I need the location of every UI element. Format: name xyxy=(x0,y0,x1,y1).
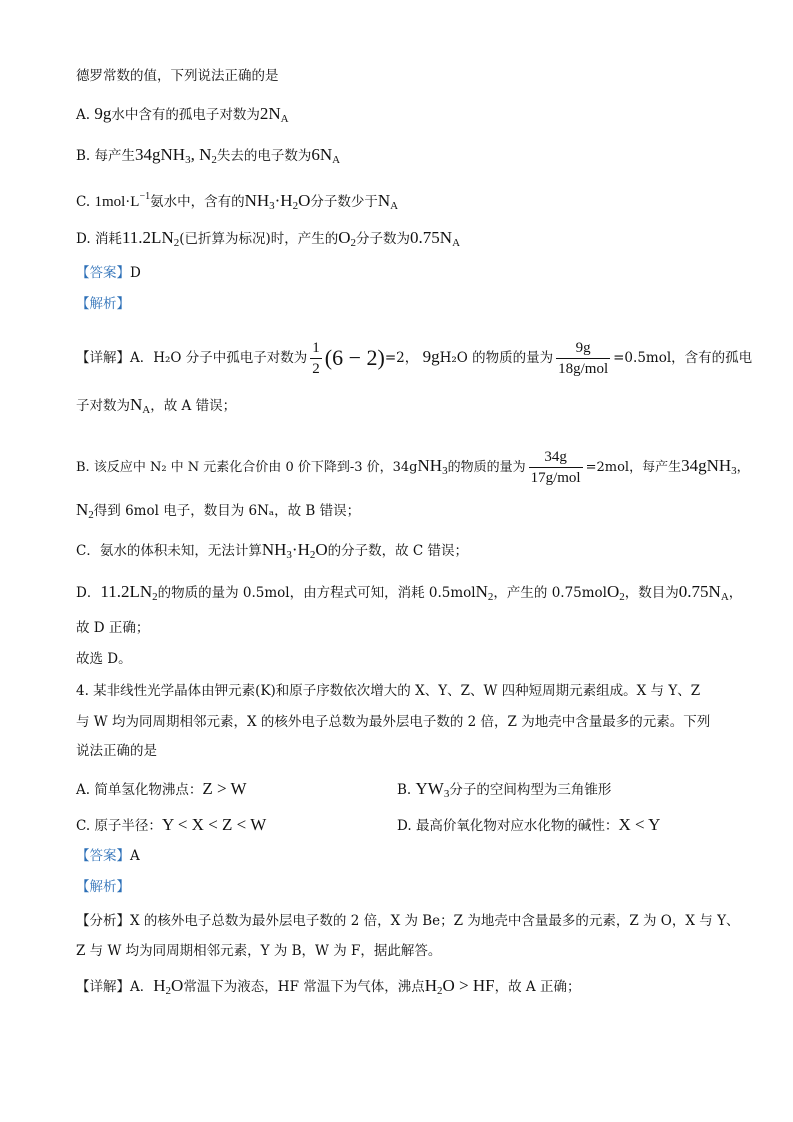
detail-text: 子对数为 xyxy=(76,398,130,414)
detail-text: 得到 6mol 电子，数目为 6Nₐ，故 B 错误； xyxy=(93,503,361,519)
detail-tag: 【详解】 xyxy=(76,979,130,995)
answer-tag: 【答案】 xyxy=(76,848,130,864)
subscript: A xyxy=(390,200,399,212)
fraction-half: $\frac{1}{2}$ xyxy=(312,340,320,377)
fraction-moles: $\frac{9g}{\text{18g/mol}}$ xyxy=(558,340,609,377)
detail-text: C．氨水的体积未知，无法计算 xyxy=(76,543,262,559)
q4-detail-a xyxy=(76,976,580,1001)
detail-text: 的分子数，故 C 错误； xyxy=(327,543,469,559)
option-label: A. xyxy=(76,107,91,123)
math: NH xyxy=(417,456,443,475)
q3-detail-b xyxy=(76,447,750,488)
math: O xyxy=(171,976,184,995)
math: ·H xyxy=(274,191,293,210)
math: 11.2LN xyxy=(121,228,174,247)
option-text: 失去的电子数为 xyxy=(216,148,312,164)
analysis-tag: 【分析】 xyxy=(76,913,130,929)
option-text: 简单氢化物沸点： xyxy=(94,782,203,798)
fraction-nh3: $\frac{34g}{\text{17g/mol}}$ xyxy=(530,449,581,486)
detail-text: ，故 A 正确； xyxy=(494,979,581,995)
subscript: 3 xyxy=(442,465,448,477)
detail-text: ， xyxy=(728,585,743,601)
math: (6 − 2) xyxy=(324,345,385,370)
q3-option-c xyxy=(76,187,398,216)
math: O xyxy=(315,540,328,559)
q3-detail-b-cont xyxy=(76,500,360,525)
math: H xyxy=(424,976,438,995)
detail-text: =2， xyxy=(384,350,419,366)
math: NH xyxy=(244,191,270,210)
subscript: 2 xyxy=(350,237,357,249)
q3-detail-a-cont xyxy=(76,395,236,420)
math: O xyxy=(338,228,351,247)
option-text: 水中含有的孤电子对数为 xyxy=(111,107,260,123)
math: NH xyxy=(261,540,287,559)
option-text: 分子数少于 xyxy=(310,194,378,210)
subscript: 2 xyxy=(292,200,299,212)
q4-stem-line1: 4. 某非线性光学晶体由钾元素(K)和原子序数依次增大的 X、Y、Z、W 四种短周期元素组成。X 与 Y、Z xyxy=(76,683,701,699)
answer-tag: 【答案】 xyxy=(76,265,130,281)
option-label: D. xyxy=(397,818,412,834)
math: O xyxy=(607,582,620,601)
q4-analysis-tag: 【解析】 xyxy=(76,879,130,895)
subscript: 2 xyxy=(437,985,443,997)
subscript: 3 xyxy=(185,154,191,166)
math: 1mol·L xyxy=(94,194,140,210)
subscript: 2 xyxy=(211,154,217,166)
q4-stem-line3: 说法正确的是 xyxy=(76,743,157,759)
option-text: 氨水中，含有的 xyxy=(150,194,245,210)
math: N xyxy=(377,191,391,210)
q3-detail-c xyxy=(76,540,468,565)
math: O xyxy=(298,191,311,210)
math: 9g xyxy=(422,347,440,366)
q3-option-b xyxy=(76,145,340,170)
math: N xyxy=(76,500,89,519)
q4-option-a xyxy=(76,779,247,800)
math: Y < X < Z < W xyxy=(161,815,267,834)
math: YW xyxy=(415,779,444,798)
subscript: A xyxy=(452,237,461,249)
subscript: A xyxy=(280,113,289,125)
subscript: 2 xyxy=(487,591,494,603)
math: X < Y xyxy=(618,815,661,834)
math: N xyxy=(130,395,143,414)
option-label: D. xyxy=(76,231,91,247)
detail-text: =0.5mol，含有的孤电 xyxy=(613,350,753,366)
q4-option-c xyxy=(76,815,266,836)
detail-text: =2mol，每产生 xyxy=(585,460,682,475)
superscript: −1 xyxy=(139,191,151,202)
answer-value: D xyxy=(130,265,141,281)
subscript: 3 xyxy=(731,465,737,477)
option-text: 最高价氧化物对应水化物的碱性： xyxy=(415,818,619,834)
q3-detail-d-cont: 故 D 正确； xyxy=(76,620,150,636)
q4-option-b xyxy=(397,779,611,804)
q4-option-d xyxy=(397,815,660,836)
q3-detail-a xyxy=(76,338,752,379)
math: 34gNH xyxy=(135,145,186,164)
subscript: 2 xyxy=(173,237,180,249)
math: 34gNH xyxy=(681,456,732,475)
detail-text: 的物质的量为 0.5mol，由方程式可知，消耗 0.5mol xyxy=(157,585,476,601)
q3-option-d xyxy=(76,228,460,253)
detail-tag: 【详解】 xyxy=(76,350,130,366)
detail-text: H₂O 的物质的量为 xyxy=(439,350,554,366)
math: 9g xyxy=(94,104,112,123)
subscript: 3 xyxy=(443,788,450,800)
subscript: 2 xyxy=(309,549,316,561)
detail-text: ，产生的 0.75mol xyxy=(493,585,608,601)
option-text: 分子数为 xyxy=(356,231,411,247)
detail-text: A． xyxy=(130,979,154,995)
subscript: 3 xyxy=(269,200,275,212)
option-text: 分子的空间构型为三角锥形 xyxy=(449,782,612,798)
q3-analysis-tag: 【解析】 xyxy=(76,296,130,312)
math: H xyxy=(153,976,166,995)
detail-text: ，故 A 错误； xyxy=(150,398,237,414)
math: N xyxy=(475,582,488,601)
option-label: C. xyxy=(76,194,91,210)
option-label: C. xyxy=(76,818,91,834)
subscript: 2 xyxy=(152,591,158,603)
math: 0.75N xyxy=(678,582,721,601)
analysis-text: X 的核外电子总数为最外层电子数的 2 倍，X 为 Be；Z 为地壳中含量最多的元素，Z 为 O，X 与 Y、 xyxy=(130,913,740,929)
option-label: A. xyxy=(76,782,91,798)
intro-text: 德罗常数的值，下列说法正确的是 xyxy=(76,68,279,84)
q4-analysis-line2: Z 与 W 均为同周期相邻元素，Y 为 B，W 为 F，据此解答。 xyxy=(76,943,442,959)
math: ·H xyxy=(291,540,310,559)
subscript: A xyxy=(142,404,151,416)
math: 11.2LN xyxy=(100,582,153,601)
q3-choose: 故选 D。 xyxy=(76,651,132,667)
math: O > HF xyxy=(442,976,495,995)
detail-text: A．H₂O 分子中孤电子对数为 xyxy=(130,350,308,366)
detail-text: D． xyxy=(76,585,101,601)
q4-analysis-line1 xyxy=(76,911,739,931)
subscript: 3 xyxy=(286,549,292,561)
detail-text: 常温下为液态，HF 常温下为气体，沸点 xyxy=(183,979,425,995)
subscript: A xyxy=(332,154,341,166)
answer-value: A xyxy=(130,848,140,864)
subscript: A xyxy=(720,591,729,603)
math: 2N xyxy=(259,104,281,123)
math: Z > W xyxy=(202,779,247,798)
subscript: 2 xyxy=(165,985,172,997)
option-label: B. xyxy=(397,782,412,798)
q3-answer xyxy=(76,263,141,283)
q3-detail-d xyxy=(76,582,742,607)
detail-text: ，数目为 xyxy=(624,585,679,601)
option-text: 消耗 xyxy=(94,231,122,247)
option-text: 原子半径： xyxy=(94,818,162,834)
option-text: (已折算为标况)时，产生的 xyxy=(179,231,339,247)
math: 0.75N xyxy=(410,228,453,247)
option-label: B. xyxy=(76,148,91,164)
subscript: 2 xyxy=(619,591,625,603)
detail-text: 的物质的量为 xyxy=(447,460,526,475)
q4-stem-line2: 与 W 均为同周期相邻元素，X 的核外电子总数为最外层电子数的 2 倍，Z 为地壳中含量最多的元素。下列 xyxy=(76,714,711,730)
q4-answer xyxy=(76,846,140,866)
subscript: 2 xyxy=(88,509,94,521)
detail-text: ， xyxy=(736,460,750,475)
detail-text: B. 该反应中 N₂ 中 N 元素化合价由 0 价下降到-3 价，34g xyxy=(76,460,418,475)
q3-option-a xyxy=(76,104,289,129)
math: 6N xyxy=(311,145,333,164)
option-text: 每产生 xyxy=(94,148,136,164)
math: , N xyxy=(190,145,212,164)
